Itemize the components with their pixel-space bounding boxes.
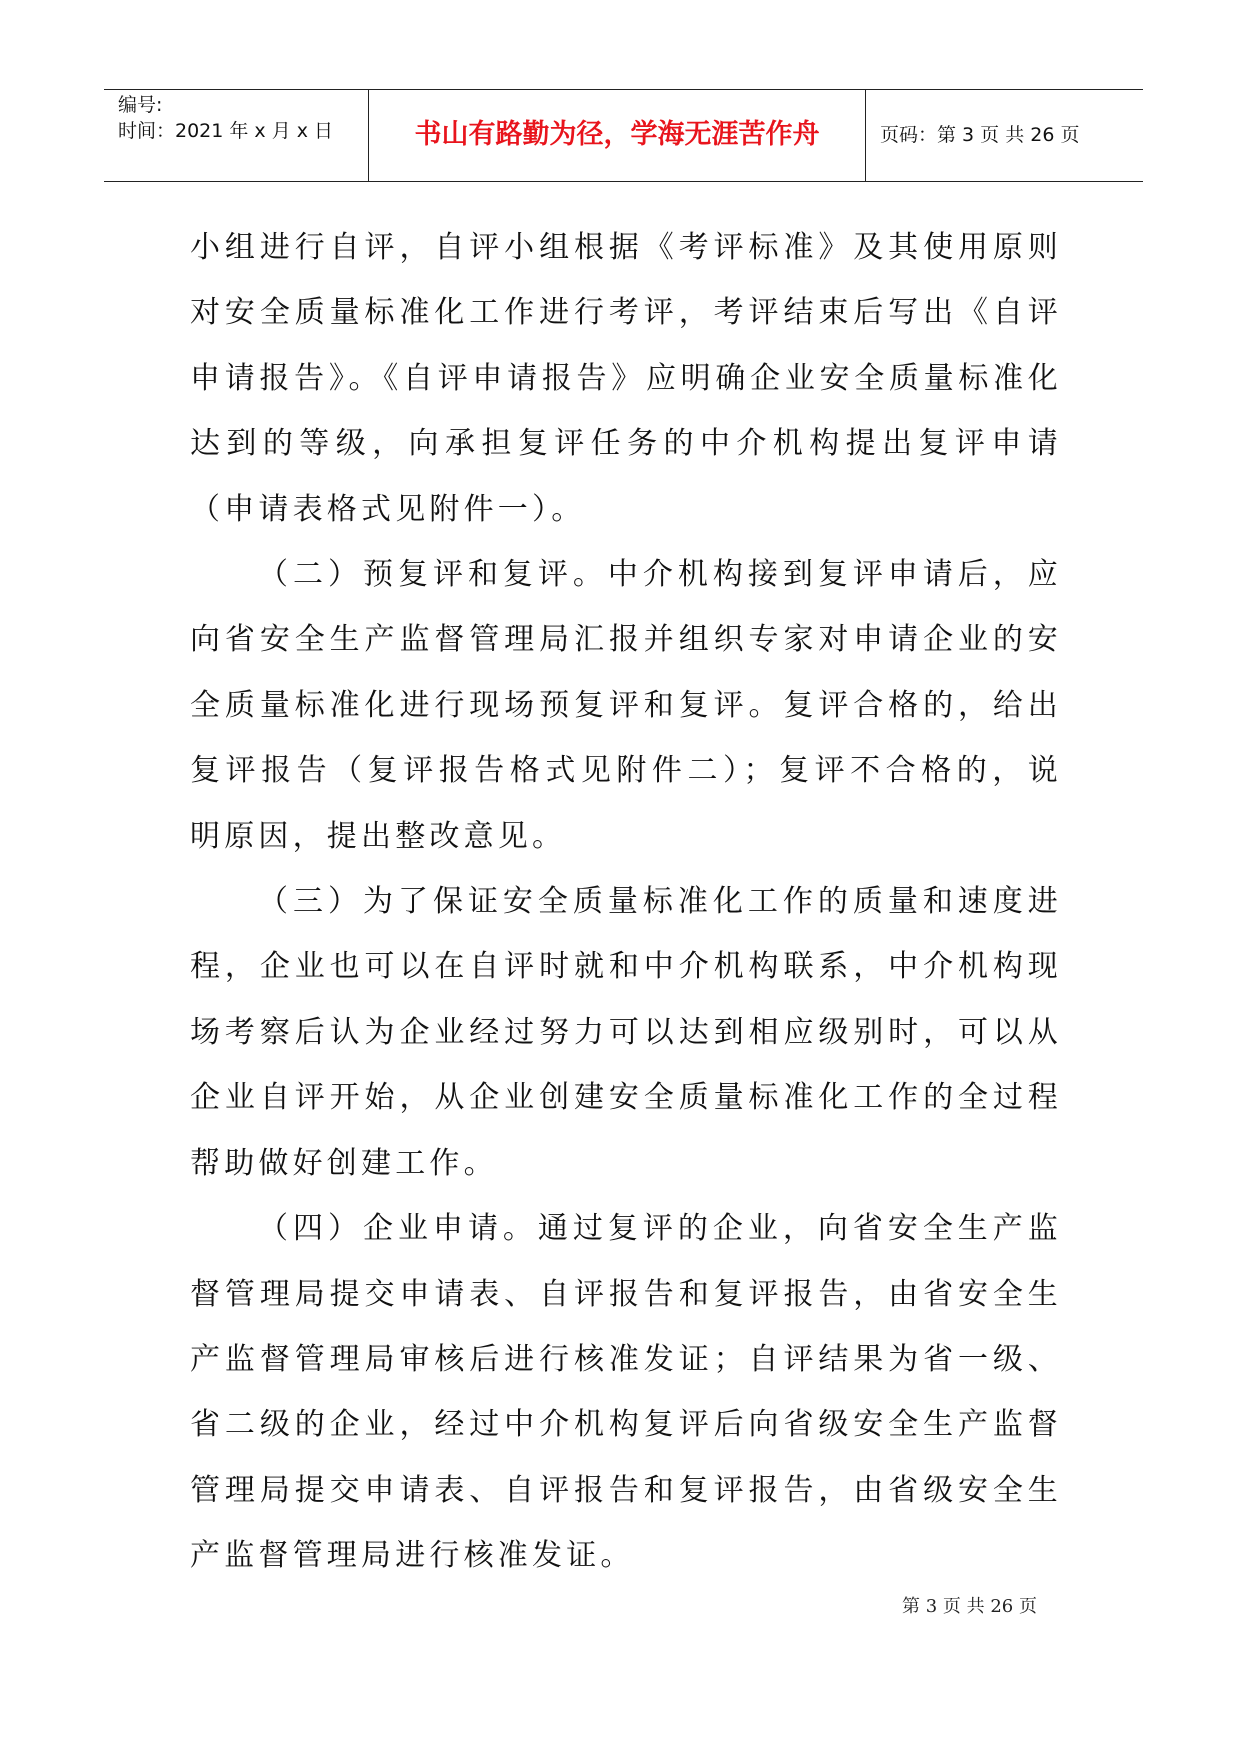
document-time-label: 时间：2021 年 x 月 x 日: [118, 120, 334, 142]
body-paragraph: （四）企业申请。通过复评的企业，向省安全生产监督管理局提交申请表、自评报告和复评报告，由省安全生产监督管理局审核后进行核准发证；自评结果为省一级、省二级的企业，经过中介机构复评后向省级安全生产监督管理局提交申请表、自评报告和复评报告，由省级安全生产监督管理局进行核准发证。: [190, 1211, 1062, 1574]
page-footer-number: 第 3 页 共 26 页: [902, 1596, 1037, 1617]
header-motto-cell: [369, 90, 866, 181]
page-header: [104, 89, 1143, 182]
header-motto: 书山有路勤为径，学海无涯苦作舟: [414, 119, 820, 150]
header-page-cell: [866, 90, 1143, 181]
document-body: [190, 215, 1062, 1589]
document-number-label: 编号:: [118, 94, 163, 116]
header-page-number: 页码：第 3 页 共 26 页: [880, 124, 1080, 146]
body-paragraph: （二）预复评和复评。中介机构接到复评申请后，应向省安全生产监督管理局汇报并组织专家对申请企业的安全质量标准化进行现场预复评和复评。复评合格的，给出复评报告（复评报告格式见附件二）；复评不合格的，说明原因，提出整改意见。: [190, 557, 1062, 854]
header-meta-cell: [104, 90, 369, 181]
body-paragraph: 小组进行自评，自评小组根据《考评标准》及其使用原则对安全质量标准化工作进行考评，考评结束后写出《自评申请报告》。《自评申请报告》应明确企业安全质量标准化达到的等级，向承担复评任务的中介机构提出复评申请（申请表格式见附件一）。: [190, 230, 1062, 527]
body-paragraph: （三）为了保证安全质量标准化工作的质量和速度进程，企业也可以在自评时就和中介机构联系，中介机构现场考察后认为企业经过努力可以达到相应级别时，可以从企业自评开始，从企业创建安全质量标准化工作的全过程帮助做好创建工作。: [190, 884, 1062, 1181]
